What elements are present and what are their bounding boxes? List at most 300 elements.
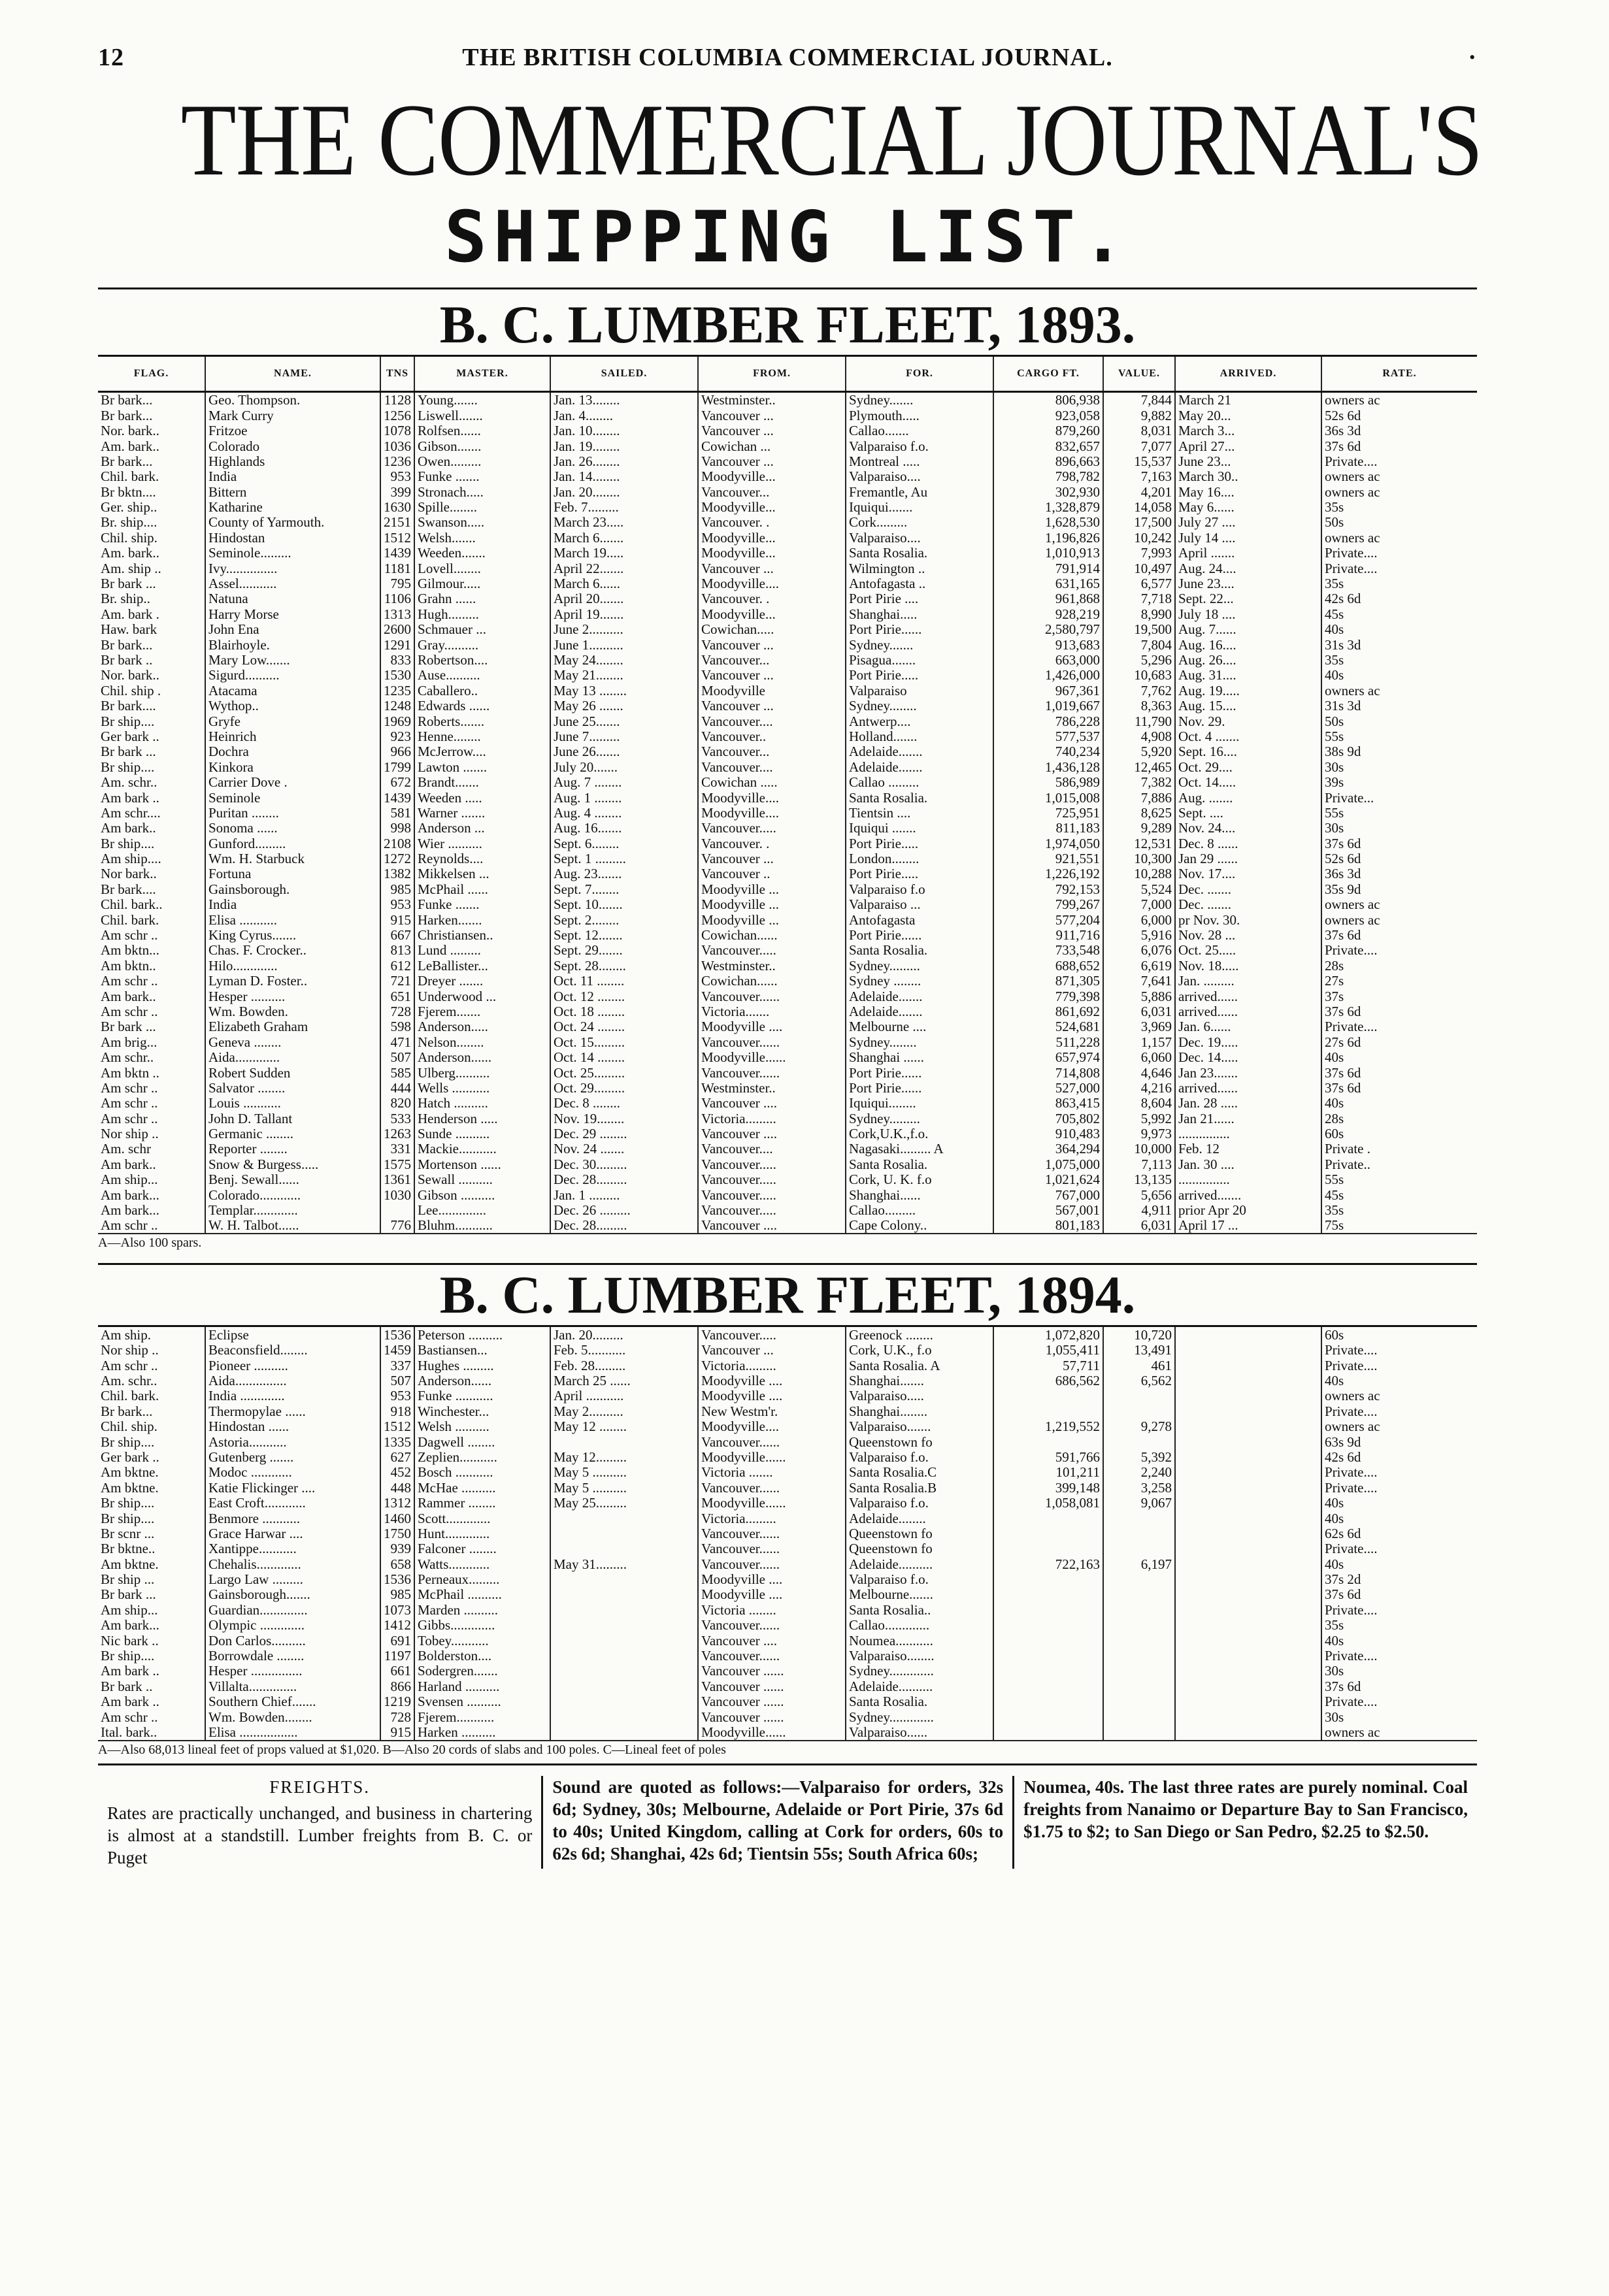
cell-flag: Am. schr [101, 1141, 151, 1157]
cell-master: Stronach..... [414, 484, 550, 499]
cell-tons: 507 [380, 1373, 414, 1388]
table-row [98, 1081, 1477, 1096]
cell-for: Adelaide....... [846, 1004, 993, 1019]
cell-master: Spille........ [414, 500, 550, 515]
cell-name: Fritzoe [205, 423, 380, 438]
cell-name: Sonoma ...... [205, 821, 380, 836]
cell-tons: 953 [380, 897, 414, 912]
cell-flag: Br bark.... [101, 881, 156, 897]
cell-flag: Am schr .. [101, 973, 158, 989]
cell-flag: Ital. bark.. [101, 1724, 158, 1740]
cell-name: Astoria........... [205, 1434, 380, 1449]
cell-master: Henne........ [414, 729, 550, 744]
cell-tons: 1412 [380, 1618, 414, 1633]
cell-for: Valparaiso f.o. [846, 1572, 993, 1587]
cell-tons: 399 [380, 484, 414, 499]
cell-arrived [1175, 1373, 1321, 1388]
cell-cargo: 705,802 [993, 1111, 1103, 1126]
cell-from: Moodyville...... [698, 1725, 846, 1740]
cell-sailed: May 26 ....... [550, 698, 698, 713]
cell-flag: Nor. bark.. [101, 423, 159, 439]
cell-tons: 1512 [380, 1419, 414, 1434]
cell-value: 8,031 [1103, 423, 1175, 438]
cell-name: Louis ........... [205, 1096, 380, 1111]
cell-sailed: Nov. 19........ [550, 1111, 698, 1126]
cell-value [1103, 1526, 1175, 1541]
cell-tons: 985 [380, 1587, 414, 1602]
cell-cargo [993, 1679, 1103, 1694]
cell-rate: Private.... [1321, 561, 1477, 576]
cell-for: Sydney....... [846, 392, 993, 408]
cell-master: Hughes ......... [414, 1358, 550, 1373]
cell-sailed: Aug. 7 ........ [550, 775, 698, 790]
cell-for: Santa Rosalia. [846, 1694, 993, 1709]
cell-from: Vancouver.. [698, 729, 846, 744]
cell-name: W. H. Talbot...... [205, 1218, 380, 1233]
table-row [98, 790, 1477, 805]
cell-cargo: 967,361 [993, 683, 1103, 698]
cell-master: Funke ....... [414, 897, 550, 912]
table-row [98, 1434, 1477, 1449]
cell-master: McPhail ...... [414, 882, 550, 897]
cell-rate: 37s 6d [1321, 1081, 1477, 1096]
cell-arrived [1175, 1358, 1321, 1373]
cell-name: Highlands [205, 454, 380, 469]
cell-flag: Am. bark . [101, 606, 159, 622]
cell-for: Sydney........ [846, 1034, 993, 1049]
cell-arrived: July 18 .... [1175, 606, 1321, 621]
freights-heading: FREIGHTS. [269, 1777, 371, 1797]
cell-master: Hunt............. [414, 1526, 550, 1541]
table-row [98, 1465, 1477, 1480]
cell-tons: 1030 [380, 1187, 414, 1202]
cell-for: Cork......... [846, 515, 993, 530]
cell-sailed: June 7......... [550, 729, 698, 744]
fleet-1893-header-row [98, 357, 1477, 392]
cell-value: 17,500 [1103, 515, 1175, 530]
cell-from: Vancouver... [698, 744, 846, 759]
cell-tons: 691 [380, 1633, 414, 1648]
cell-cargo: 861,692 [993, 1004, 1103, 1019]
cell-value: 6,197 [1103, 1556, 1175, 1571]
cell-from: Cowichan..... [698, 622, 846, 637]
cell-from: New Westm'r. [698, 1403, 846, 1419]
cell-flag: Br bark ... [101, 744, 156, 760]
cell-master: Dreyer ....... [414, 974, 550, 989]
cell-from: Vancouver... [698, 653, 846, 668]
cell-value: 6,076 [1103, 943, 1175, 958]
table-row [98, 1572, 1477, 1587]
cell-arrived [1175, 1511, 1321, 1526]
cell-tons: 507 [380, 1050, 414, 1065]
cell-rate: Private . [1321, 1141, 1477, 1156]
cell-master: Robertson.... [414, 653, 550, 668]
cell-cargo: 832,657 [993, 438, 1103, 453]
cell-tons: 1272 [380, 851, 414, 866]
cell-flag: Am bark... [101, 1187, 159, 1203]
cell-master: Peterson .......... [414, 1327, 550, 1342]
journal-title: THE BRITISH COLUMBIA COMMERCIAL JOURNAL. [462, 44, 1113, 71]
cell-master: Fjerem....... [414, 1004, 550, 1019]
cell-for: Port Pirie..... [846, 836, 993, 851]
cell-master: Perneaux......... [414, 1572, 550, 1587]
cell-master: Lovell........ [414, 561, 550, 576]
cell-sailed: Sept. 6........ [550, 836, 698, 851]
cell-from: Moodyville [698, 683, 846, 698]
cell-value [1103, 1725, 1175, 1740]
cell-tons: 1799 [380, 759, 414, 774]
cell-rate: 36s 3d [1321, 866, 1477, 881]
cell-cargo: 577,537 [993, 729, 1103, 744]
cell-for: Antwerp.... [846, 713, 993, 729]
cell-sailed: May 25......... [550, 1496, 698, 1511]
cell-master: Gilmour..... [414, 576, 550, 591]
cell-master: Brandt....... [414, 775, 550, 790]
cell-value [1103, 1403, 1175, 1419]
cell-sailed: Oct. 12 ........ [550, 989, 698, 1004]
cell-flag: Br bark.... [101, 698, 156, 714]
cell-for: Shanghai ...... [846, 1050, 993, 1065]
cell-sailed: May 5 .......... [550, 1465, 698, 1480]
cell-sailed [550, 1434, 698, 1449]
cell-name: Thermopylae ...... [205, 1403, 380, 1419]
cell-rate: 40s [1321, 668, 1477, 683]
cell-master: Harland .......... [414, 1679, 550, 1694]
cell-master: Anderson ... [414, 821, 550, 836]
cell-for: Noumea........... [846, 1633, 993, 1648]
cell-rate: Private.... [1321, 1541, 1477, 1556]
cell-for: Shanghai........ [846, 1403, 993, 1419]
cell-for: Cork, U.K., f.o [846, 1343, 993, 1358]
cell-flag: Am bark.. [101, 1156, 156, 1172]
cell-flag: Am bktn... [101, 943, 159, 959]
cell-arrived: arrived...... [1175, 1004, 1321, 1019]
cell-cargo: 896,663 [993, 454, 1103, 469]
table-row [98, 1157, 1477, 1172]
cell-name: Robert Sudden [205, 1065, 380, 1080]
cell-tons: 444 [380, 1081, 414, 1096]
cell-arrived: Dec. ....... [1175, 897, 1321, 912]
cell-value: 1,157 [1103, 1034, 1175, 1049]
column-header-master: MASTER. [414, 357, 550, 392]
cell-cargo: 923,058 [993, 408, 1103, 423]
cell-arrived: March 3... [1175, 423, 1321, 438]
cell-sailed: Aug. 16....... [550, 821, 698, 836]
cell-name: Wm. H. Starbuck [205, 851, 380, 866]
cell-master: Bluhm........... [414, 1218, 550, 1233]
cell-master: Hugh......... [414, 606, 550, 621]
cell-tons: 581 [380, 806, 414, 821]
cell-cargo: 686,562 [993, 1373, 1103, 1388]
cell-name: Aida............... [205, 1373, 380, 1388]
cell-sailed: Jan. 14........ [550, 469, 698, 484]
cell-cargo: 2,580,797 [993, 622, 1103, 637]
column-header-cargo: CARGO FT. [993, 357, 1103, 392]
table-row [98, 1343, 1477, 1358]
cell-sailed [550, 1526, 698, 1541]
cell-flag: Am bktne. [101, 1465, 159, 1481]
cell-arrived: Aug. 7...... [1175, 622, 1321, 637]
cell-cargo: 921,551 [993, 851, 1103, 866]
table-row [98, 851, 1477, 866]
cell-from: Vancouver.... [698, 1141, 846, 1156]
table-row [98, 1050, 1477, 1065]
cell-name: Don Carlos.......... [205, 1633, 380, 1648]
cell-from: Vancouver...... [698, 1556, 846, 1571]
cell-cargo: 1,075,000 [993, 1157, 1103, 1172]
cell-from: Vancouver .... [698, 1096, 846, 1111]
cell-cargo: 1,226,192 [993, 866, 1103, 881]
cell-tons: 1291 [380, 637, 414, 652]
cell-value: 4,911 [1103, 1203, 1175, 1218]
cell-from: Victoria......... [698, 1511, 846, 1526]
cell-arrived: Sept. 16.... [1175, 744, 1321, 759]
cell-name: Colorado............ [205, 1187, 380, 1202]
cell-cargo: 1,058,081 [993, 1496, 1103, 1511]
cell-sailed: Jan. 19........ [550, 438, 698, 453]
cell-sailed: Jan. 4........ [550, 408, 698, 423]
cell-rate: 55s [1321, 729, 1477, 744]
cell-name: Wm. Bowden. [205, 1004, 380, 1019]
cell-name: Gainsborough....... [205, 1587, 380, 1602]
fleet-1894-title: B. C. LUMBER FLEET, 1894. [98, 1263, 1477, 1327]
cell-for: Sydney............. [846, 1664, 993, 1679]
cell-value: 7,844 [1103, 392, 1175, 408]
table-row [98, 546, 1477, 561]
cell-flag: Am bark... [101, 1617, 159, 1633]
cell-name: Colorado [205, 438, 380, 453]
table-row [98, 576, 1477, 591]
cell-name: Dochra [205, 744, 380, 759]
cell-tons: 448 [380, 1480, 414, 1495]
cell-master: McPhail .......... [414, 1587, 550, 1602]
cell-flag: Br ship.... [101, 1434, 155, 1450]
cell-sailed [550, 1709, 698, 1724]
column-header-sailed: SAILED. [550, 357, 698, 392]
cell-sailed: Sept. 28........ [550, 958, 698, 973]
cell-from: Vancouver ... [698, 698, 846, 713]
cell-arrived [1175, 1618, 1321, 1633]
cell-tons: 1335 [380, 1434, 414, 1449]
cell-value: 7,993 [1103, 546, 1175, 561]
cell-arrived: Feb. 12 [1175, 1141, 1321, 1156]
cell-tons: 452 [380, 1465, 414, 1480]
cell-for: Holland....... [846, 729, 993, 744]
cell-arrived [1175, 1633, 1321, 1648]
table-row [98, 1373, 1477, 1388]
cell-flag: Br ship.... [101, 713, 155, 729]
cell-cargo: 1,021,624 [993, 1172, 1103, 1187]
header-mark: · [1468, 44, 1477, 71]
column-header-tons: TNS [380, 357, 414, 392]
cell-cargo: 1,328,879 [993, 500, 1103, 515]
cell-arrived: March 21 [1175, 392, 1321, 408]
cell-name: Katharine [205, 500, 380, 515]
column-header-flag: FLAG. [98, 357, 205, 392]
main-title: THE COMMERCIAL JOURNAL'S [180, 83, 1483, 197]
cell-value: 6,619 [1103, 958, 1175, 973]
cell-for: Valparaiso...... [846, 1725, 993, 1740]
cell-tons: 1512 [380, 531, 414, 546]
cell-rate: 40s [1321, 1633, 1477, 1648]
cell-tons: 1630 [380, 500, 414, 515]
cell-from: Moodyville .... [698, 1019, 846, 1034]
cell-arrived: prior Apr 20 [1175, 1203, 1321, 1218]
cell-for: Valparaiso........ [846, 1648, 993, 1664]
cell-flag: Chil. ship. [101, 530, 158, 546]
table-row [98, 1126, 1477, 1141]
cell-rate: owners ac [1321, 531, 1477, 546]
cell-tons: 1530 [380, 668, 414, 683]
cell-rate: 27s [1321, 974, 1477, 989]
table-row [98, 836, 1477, 851]
table-row [98, 1004, 1477, 1019]
cell-from: Vancouver ... [698, 1343, 846, 1358]
cell-value: 8,990 [1103, 606, 1175, 621]
freights-column-2 [541, 1776, 1012, 1869]
cell-arrived [1175, 1664, 1321, 1679]
cell-value: 6,000 [1103, 912, 1175, 927]
cell-cargo: 801,183 [993, 1218, 1103, 1233]
cell-rate: 40s [1321, 1373, 1477, 1388]
cell-flag: Br bark ... [101, 1019, 156, 1035]
cell-from: Vancouver ...... [698, 1694, 846, 1709]
cell-for: Santa Rosalia. [846, 790, 993, 805]
cell-flag: Br. ship.... [101, 515, 158, 531]
cell-cargo: 792,153 [993, 882, 1103, 897]
cell-cargo: 1,426,000 [993, 668, 1103, 683]
cell-flag: Am bark .. [101, 1664, 159, 1679]
cell-for: Valparaiso.... [846, 469, 993, 484]
cell-from: Vancouver..... [698, 821, 846, 836]
cell-for: Sydney......... [846, 958, 993, 973]
cell-rate: 31s 3d [1321, 637, 1477, 652]
cell-from: Moodyville... [698, 469, 846, 484]
cell-name: Beaconsfield........ [205, 1343, 380, 1358]
cell-rate: Private.... [1321, 1019, 1477, 1034]
cell-master: Henderson ..... [414, 1111, 550, 1126]
table-row [98, 1111, 1477, 1126]
cell-for: Valparaiso f.o. [846, 438, 993, 453]
cell-arrived: Aug. 16.... [1175, 637, 1321, 652]
cell-tons: 661 [380, 1664, 414, 1679]
cell-tons: 598 [380, 1019, 414, 1034]
page [98, 39, 1483, 1869]
cell-master: Ulberg.......... [414, 1065, 550, 1080]
cell-rate: 45s [1321, 606, 1477, 621]
cell-flag: Br bktne.. [101, 1541, 156, 1557]
cell-flag: Am bktn.. [101, 958, 156, 974]
table-row [98, 1633, 1477, 1648]
cell-cargo [993, 1403, 1103, 1419]
cell-rate: 37s 6d [1321, 1679, 1477, 1694]
cell-sailed [550, 1603, 698, 1618]
table-row [98, 591, 1477, 606]
cell-arrived: Nov. 29. [1175, 713, 1321, 729]
cell-master: Anderson...... [414, 1373, 550, 1388]
page-number: 12 [98, 44, 124, 71]
cell-from: Vancouver..... [698, 1203, 846, 1218]
cell-tons: 1312 [380, 1496, 414, 1511]
cell-rate: 37s 2d [1321, 1572, 1477, 1587]
cell-master: Wier .......... [414, 836, 550, 851]
cell-value: 7,163 [1103, 469, 1175, 484]
cell-tons: 1106 [380, 591, 414, 606]
cell-master: Nelson........ [414, 1034, 550, 1049]
cell-from: Vancouver...... [698, 1526, 846, 1541]
cell-rate: 40s [1321, 622, 1477, 637]
cell-cargo: 1,628,530 [993, 515, 1103, 530]
cell-from: Moodyville .... [698, 1373, 846, 1388]
cell-name: Elisa ........... [205, 912, 380, 927]
cell-from: Cowichan...... [698, 928, 846, 943]
cell-for: Callao ......... [846, 775, 993, 790]
cell-rate: owners ac [1321, 469, 1477, 484]
cell-flag: Chil. ship . [101, 683, 161, 698]
cell-tons: 833 [380, 653, 414, 668]
table-row [98, 1187, 1477, 1202]
cell-value: 9,973 [1103, 1126, 1175, 1141]
cell-cargo: 567,001 [993, 1203, 1103, 1218]
table-row [98, 1065, 1477, 1080]
cell-arrived [1175, 1694, 1321, 1709]
cell-sailed: March 19..... [550, 546, 698, 561]
cell-sailed [550, 1618, 698, 1633]
cell-arrived [1175, 1541, 1321, 1556]
cell-for: Valparaiso [846, 683, 993, 698]
cell-name: Assel........... [205, 576, 380, 591]
table-row [98, 454, 1477, 469]
cell-name: Mark Curry [205, 408, 380, 423]
cell-value [1103, 1587, 1175, 1602]
cell-value: 4,216 [1103, 1081, 1175, 1096]
table-row [98, 974, 1477, 989]
cell-cargo [993, 1541, 1103, 1556]
cell-from: Vancouver...... [698, 1618, 846, 1633]
table-row [98, 1141, 1477, 1156]
cell-flag: Br bark... [101, 637, 153, 653]
cell-for: Melbourne....... [846, 1587, 993, 1602]
cell-tons: 939 [380, 1541, 414, 1556]
cell-name: Fortuna [205, 866, 380, 881]
table-row [98, 392, 1477, 408]
cell-flag: Br bark... [101, 392, 153, 408]
table-row [98, 1096, 1477, 1111]
cell-name: Elisa ................. [205, 1725, 380, 1740]
cell-tons: 1439 [380, 546, 414, 561]
cell-rate: 28s [1321, 958, 1477, 973]
cell-name: Olympic ............. [205, 1618, 380, 1633]
cell-sailed: Sept. 10....... [550, 897, 698, 912]
cell-for: Antofagasta .. [846, 576, 993, 591]
cell-rate: 27s 6d [1321, 1034, 1477, 1049]
cell-from: Victoria....... [698, 1004, 846, 1019]
cell-tons: 1750 [380, 1526, 414, 1541]
cell-value: 3,258 [1103, 1480, 1175, 1495]
cell-for: Santa Rosalia. [846, 546, 993, 561]
cell-value [1103, 1541, 1175, 1556]
cell-value: 11,790 [1103, 713, 1175, 729]
cell-rate: 36s 3d [1321, 423, 1477, 438]
cell-cargo: 1,219,552 [993, 1419, 1103, 1434]
cell-flag: Am bark... [101, 1202, 159, 1219]
cell-name: Pioneer .......... [205, 1358, 380, 1373]
cell-name: Grace Harwar .... [205, 1526, 380, 1541]
cell-sailed: Oct. 18 ........ [550, 1004, 698, 1019]
cell-from: Westminster.. [698, 1081, 846, 1096]
cell-for: Port Pirie...... [846, 1081, 993, 1096]
cell-arrived: Nov. 24.... [1175, 821, 1321, 836]
